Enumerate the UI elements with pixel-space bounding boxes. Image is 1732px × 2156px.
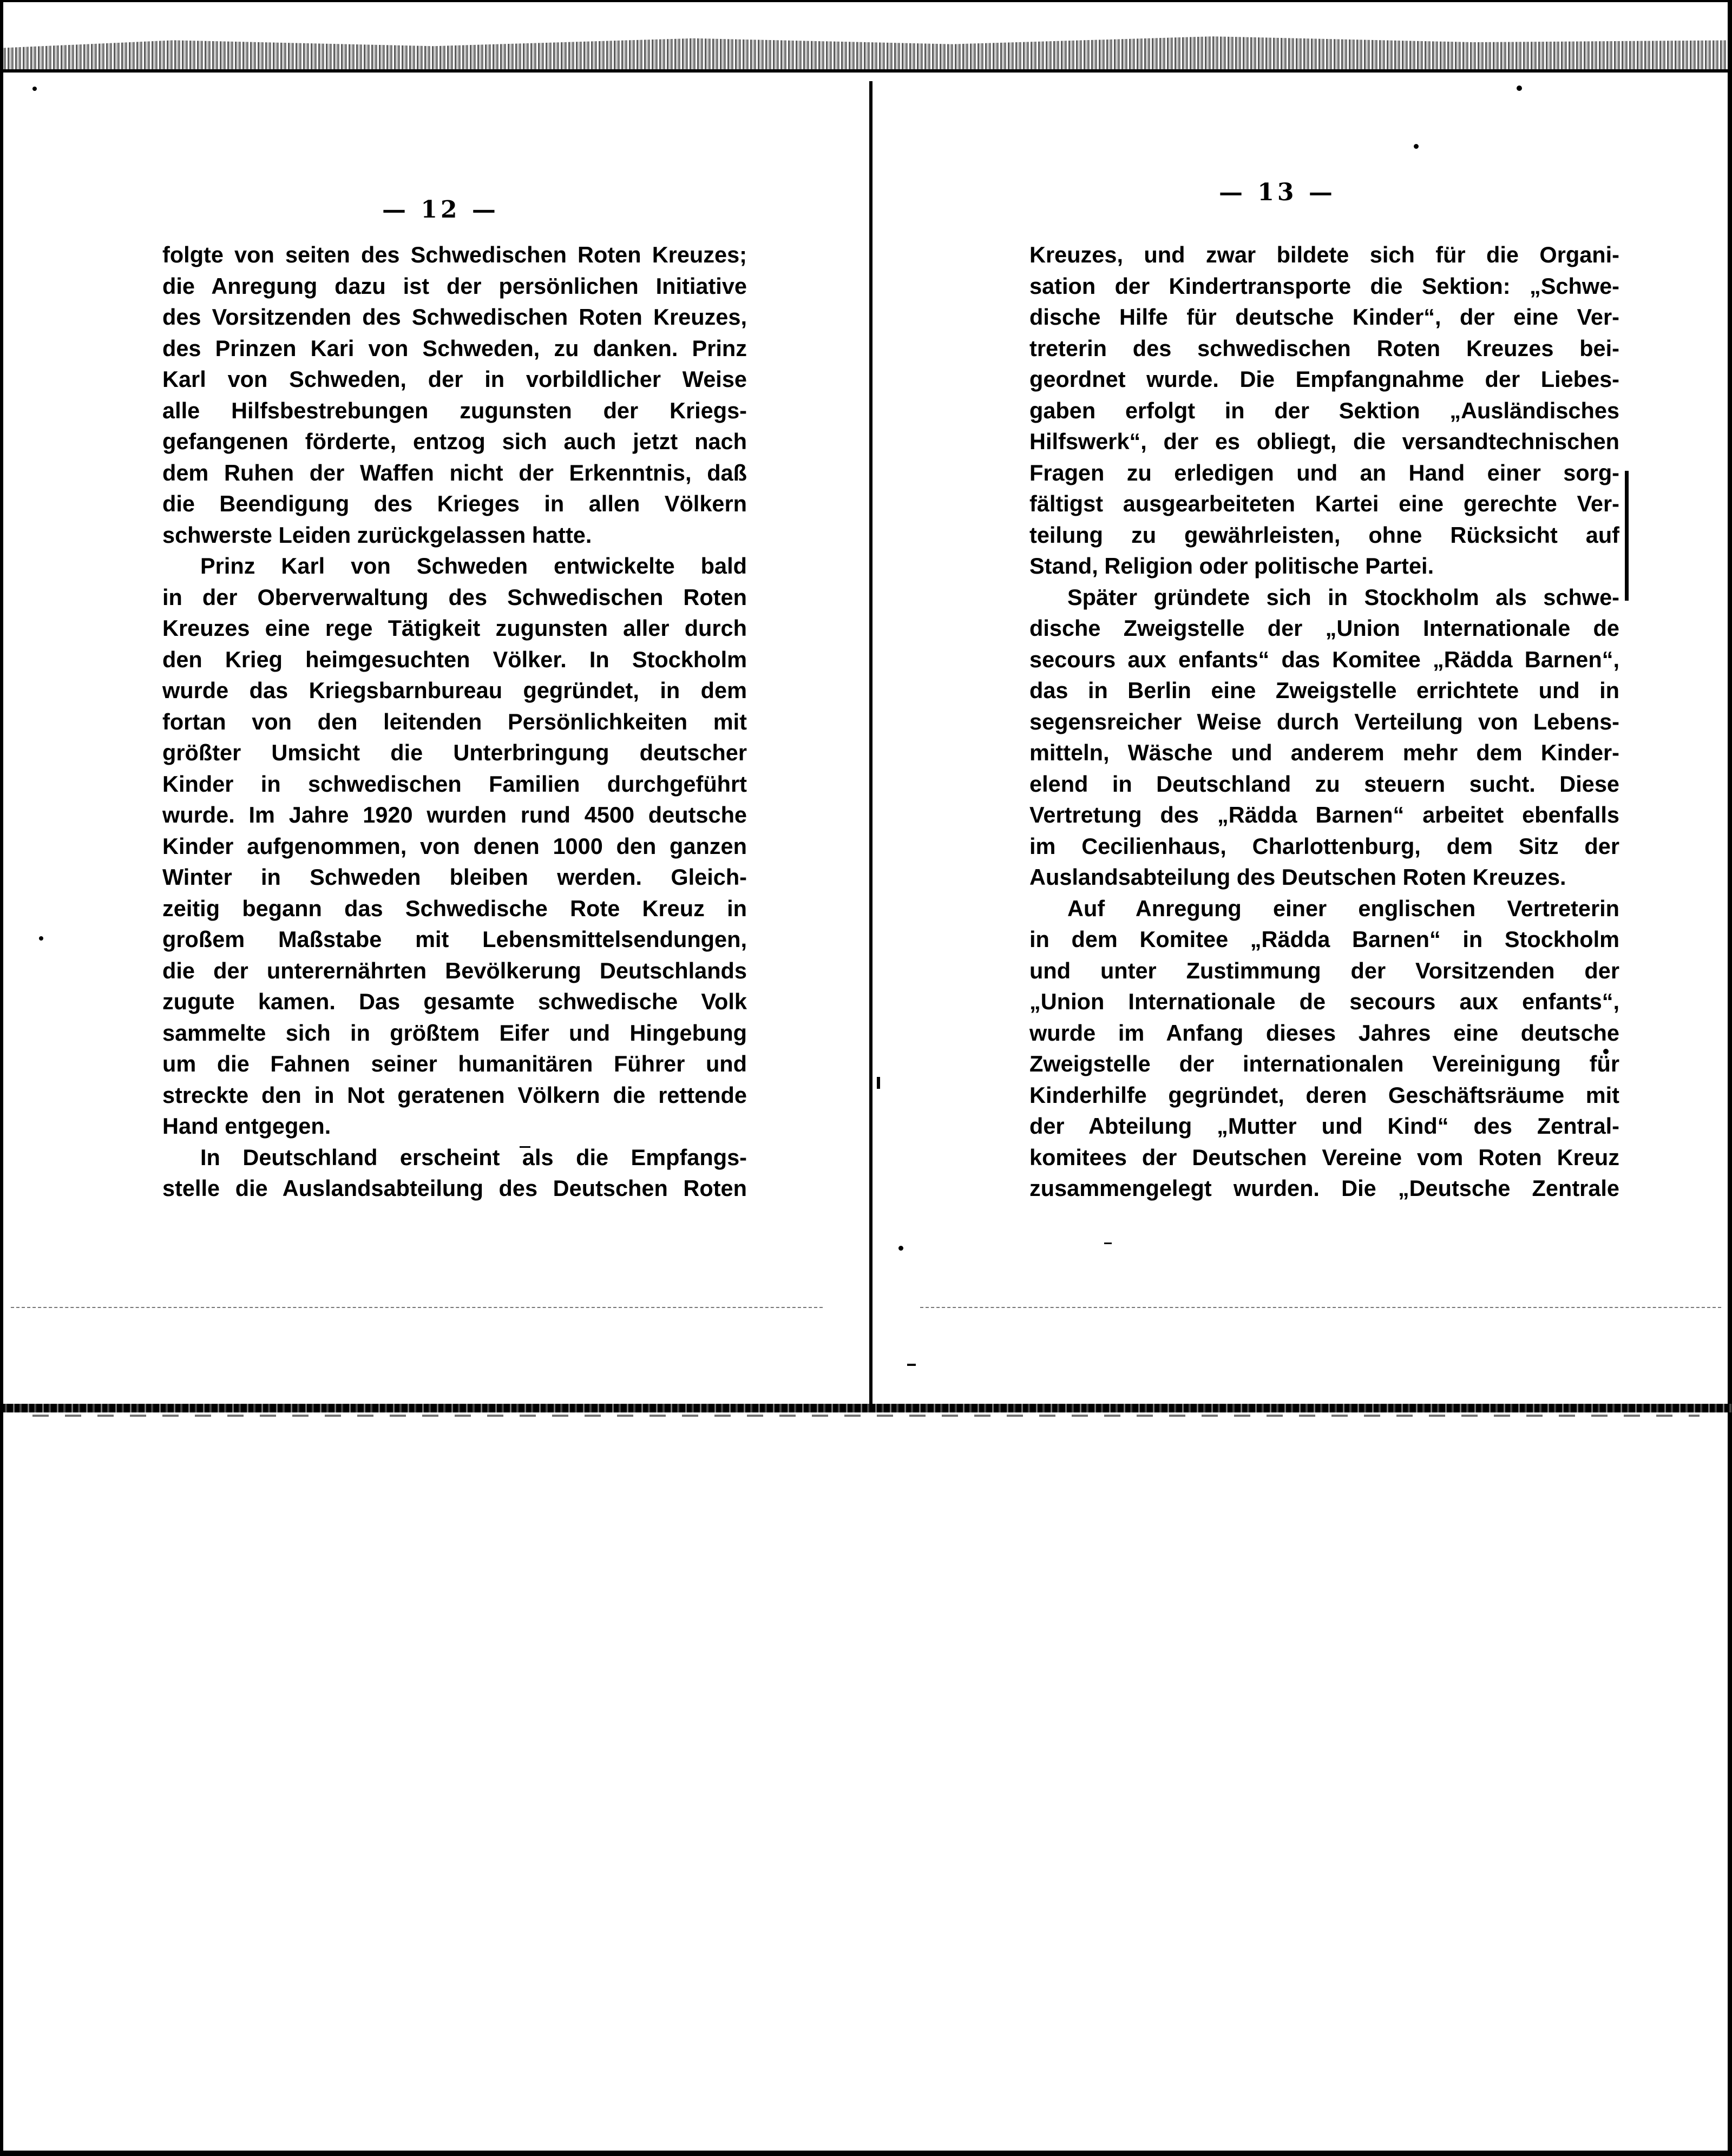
text-line: in dem Komitee „Rädda Barnen“ in Stockholm (1029, 926, 1619, 952)
text-line: stelle die Auslandsabteilung des Deutschen Roten (162, 1175, 747, 1201)
scan-scratch (1625, 471, 1629, 601)
text-line: Auslandsabteilung des Deutschen Roten Kreuzes. (1029, 864, 1566, 890)
text-line: großem Maßstabe mit Lebensmittelsendungen, (162, 926, 747, 952)
text-line: alle Hilfsbestrebungen zugunsten der Kriegs- (162, 397, 747, 423)
text-line: Später gründete sich in Stockholm als schwe- (1067, 584, 1619, 610)
text-line: wurde das Kriegsbarnbureau gegründet, in dem (162, 678, 747, 703)
text-line: folgte von seiten des Schwedischen Roten Kreuzes; (162, 242, 747, 267)
text-line: den Krieg heimgesuchten Völker. In Stockholm (162, 646, 747, 672)
text-line: im Cecilienhaus, Charlottenburg, dem Sitz der (1029, 833, 1619, 859)
text-line: Stand, Religion oder politische Partei. (1029, 553, 1434, 579)
text-line: mitteln, Wäsche und anderem mehr dem Kinder- (1029, 740, 1619, 765)
text-line: secours aux enfants“ das Komitee „Rädda Barnen“, (1029, 646, 1619, 672)
text-line: In Deutschland erscheint als die Empfangs- (200, 1144, 747, 1170)
text-line: Zweigstelle der internationalen Vereinigung für (1029, 1051, 1619, 1076)
text-line: wurde im Anfang dieses Jahres eine deutsche (1029, 1020, 1619, 1046)
text-line: zusammengelegt wurden. Die „Deutsche Zentrale (1029, 1175, 1619, 1201)
text-line: Hilfswerk“, der es obliegt, die versandtechnischen (1029, 429, 1619, 454)
text-line: Vertretung des „Rädda Barnen“ arbeitet ebenfalls (1029, 802, 1619, 827)
text-line: in der Oberverwaltung des Schwedischen Roten (162, 584, 747, 610)
page-gutter (869, 81, 872, 1407)
text-line: segensreicher Weise durch Verteilung von Lebens- (1029, 708, 1619, 734)
text-line: „Union Internationale de secours aux enfants“, (1029, 989, 1619, 1014)
text-line: Fragen zu erledigen und an Hand einer sorg- (1029, 459, 1619, 485)
scan-top-noise-band (0, 32, 1732, 71)
text-line: komitees der Deutschen Vereine vom Roten Kreuz (1029, 1144, 1619, 1170)
text-line: zeitig begann das Schwedische Rote Kreuz in (162, 895, 747, 921)
text-line: der Abteilung „Mutter und Kind“ des Zentral- (1029, 1113, 1619, 1139)
text-line: Kinder in schwedischen Familien durchgeführt (162, 771, 747, 797)
text-line: zugute kamen. Das gesamte schwedische Volk (162, 989, 747, 1014)
text-line: des Prinzen Kari von Schweden, zu danken. Prinz (162, 335, 747, 361)
text-line: Winter in Schweden bleiben werden. Gleich- (162, 864, 747, 890)
text-line: die der unterernährten Bevölkerung Deutschlands (162, 957, 747, 983)
scan-scratch (907, 1364, 916, 1366)
scan-speck (39, 936, 43, 941)
scan-bottom-dashes (32, 1415, 1700, 1417)
text-line: sammelte sich in größtem Eifer und Hingebung (162, 1020, 747, 1046)
text-line: Prinz Karl von Schweden entwickelte bald (200, 553, 747, 579)
text-line: gefangenen förderte, entzog sich auch jetzt nach (162, 429, 747, 454)
text-line: treterin des schwedischen Roten Kreuzes bei- (1029, 335, 1619, 361)
scan-speck (1517, 86, 1522, 91)
fold-line-left (11, 1307, 823, 1308)
text-line: das in Berlin eine Zweigstelle errichtete und in (1029, 678, 1619, 703)
text-line: die Beendigung des Krieges in allen Völkern (162, 491, 747, 516)
text-line: Kreuzes, und zwar bildete sich für die Organi- (1029, 242, 1619, 267)
text-line: dische Zweigstelle der „Union Internationale de (1029, 615, 1619, 641)
text-line: streckte den in Not geratenen Völkern die rettende (162, 1082, 747, 1108)
text-line: dem Ruhen der Waffen nicht der Erkenntnis, daß (162, 459, 747, 485)
page-number: — 13 — (1219, 179, 1336, 206)
text-line: Karl von Schweden, der in vorbildlicher Weise (162, 366, 747, 392)
text-line: die Anregung dazu ist der persönlichen Initiative (162, 273, 747, 299)
text-line: geordnet wurde. Die Empfangnahme der Liebes- (1029, 366, 1619, 392)
text-line: des Vorsitzenden des Schwedischen Roten Kreuzes, (162, 304, 747, 330)
text-line: Hand entgegen. (162, 1113, 331, 1139)
fold-line-right (920, 1307, 1721, 1308)
text-line: dische Hilfe für deutsche Kinder“, der eine Ver- (1029, 304, 1619, 330)
text-line: sation der Kindertransporte die Sektion: „Schwe- (1029, 273, 1619, 299)
text-line: fortan von den leitenden Persönlichkeiten mit (162, 708, 747, 734)
scan-bottom-band (0, 1404, 1732, 1412)
text-line: gaben erfolgt in der Sektion „Ausländisches (1029, 397, 1619, 423)
text-line: elend in Deutschland zu steuern sucht. Diese (1029, 771, 1619, 797)
text-line: Auf Anregung einer englischen Vertreterin (1067, 895, 1619, 921)
text-line: Kreuzes eine rege Tätigkeit zugunsten aller durch (162, 615, 747, 641)
text-line: schwerste Leiden zurückgelassen hatte. (162, 522, 592, 548)
scan-scratch (1104, 1243, 1112, 1244)
text-line: fältigst ausgearbeiteten Kartei eine gerechte Ver- (1029, 491, 1619, 516)
text-line: und unter Zustimmung der Vorsitzenden der (1029, 957, 1619, 983)
text-line: Kinder aufgenommen, von denen 1000 den ganzen (162, 833, 747, 859)
scan-speck (898, 1246, 903, 1251)
scan-speck (32, 87, 37, 91)
scan-scratch (877, 1077, 880, 1089)
scan-top-edge (0, 69, 1732, 73)
text-line: Kinderhilfe gegründet, deren Geschäftsräume mit (1029, 1082, 1619, 1108)
text-line: größter Umsicht die Unterbringung deutscher (162, 740, 747, 765)
page-number: — 12 — (382, 196, 499, 224)
text-line: wurde. Im Jahre 1920 wurden rund 4500 deutsche (162, 802, 747, 827)
text-line: um die Fahnen seiner humanitären Führer und (162, 1051, 747, 1076)
scan-speck (1414, 144, 1419, 149)
right-page-text (1029, 239, 1619, 1204)
text-line: teilung zu gewährleisten, ohne Rücksicht auf (1029, 522, 1619, 548)
left-page-text (162, 239, 747, 1204)
